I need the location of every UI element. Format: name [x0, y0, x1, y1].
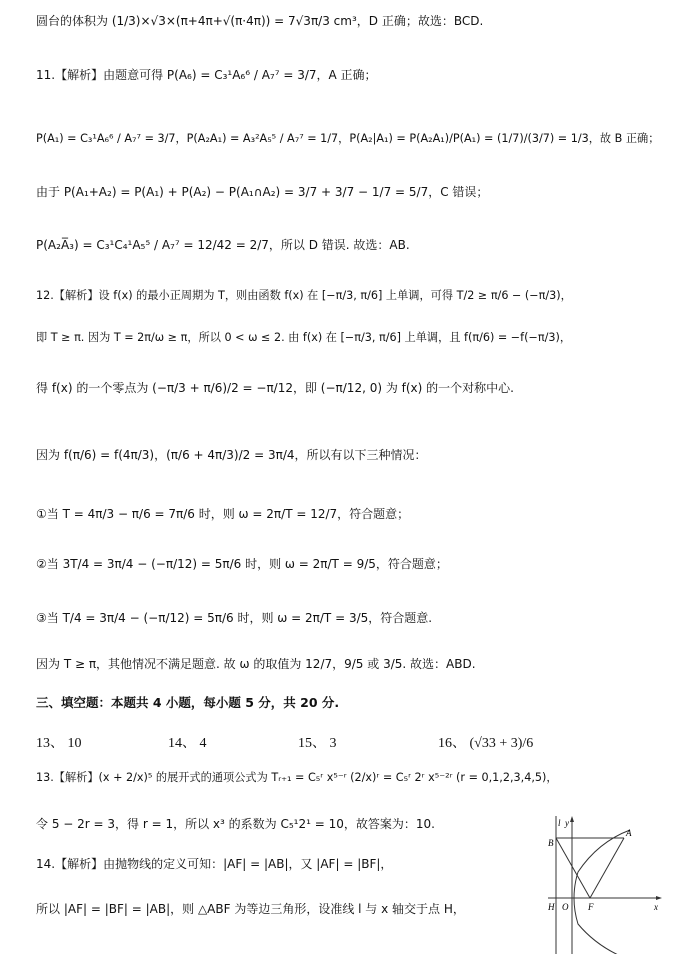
answer-14: 14、 4: [168, 736, 207, 751]
answer-row: [36, 732, 556, 758]
segment-bf: [556, 838, 590, 898]
answer-16: 16、 (√33 + 3)/6: [438, 736, 534, 751]
label-f: F: [588, 902, 594, 912]
parabola-figure: [548, 812, 668, 954]
line-8: 得 f(x) 的一个零点为 (−π/3 + π/6)/2 = −π/12，即 (−π/12, 0) 为 f(x) 的一个对称中心.: [36, 381, 514, 395]
line-10: ①当 T = 4π/3 − π/6 = 7π/6 时，则 ω = 2π/T = 12/7，符合题意；: [36, 507, 410, 521]
line-9: 因为 f(π/6) = f(4π/3)，(π/6 + 4π/3)/2 = 3π/4，所以有以下三种情况：: [36, 448, 427, 462]
label-l: l: [558, 818, 561, 828]
line-4: 由于 P(A₁+A₂) = P(A₁) + P(A₂) − P(A₁∩A₂) = 3/7 + 3/7 − 1/7 = 5/7，C 错误；: [36, 185, 489, 199]
label-b: B: [548, 838, 554, 848]
label-x: x: [654, 902, 658, 912]
line-16: 令 5 − 2r = 3，得 r = 1，所以 x³ 的系数为 C₅¹2¹ = 10，故答案为：10.: [36, 817, 435, 831]
parabola-curve: [574, 830, 630, 954]
line-5: P(A₂A̅₃) = C₃¹C₄¹A₅⁵ / A₇⁷ = 12/42 = 2/7，所以 D 错误. 故选：AB.: [36, 238, 410, 252]
line-17: 14.【解析】由抛物线的定义可知：|AF| = |AB|，又 |AF| = |BF|，: [36, 857, 393, 871]
section-heading: 三、填空题：本题共 4 小题，每小题 5 分，共 20 分.: [36, 695, 340, 710]
line-18: 所以 |AF| = |BF| = |AB|，则 △ABF 为等边三角形，设准线 l 与 x 轴交于点 H，: [36, 902, 465, 916]
label-y: y: [565, 818, 569, 828]
answer-13: 13、 10: [36, 736, 82, 751]
label-o: O: [562, 902, 569, 912]
line-2: 11.【解析】由题意可得 P(A₆) = C₃¹A₆⁶ / A₇⁷ = 3/7，A 正确；: [36, 68, 377, 82]
line-6: 12.【解析】设 f(x) 的最小正周期为 T，则由函数 f(x) 在 [−π/3, π/6] 上单调，可得 T/2 ≥ π/6 − (−π/3)，: [36, 289, 572, 302]
y-axis-arrow: [570, 816, 574, 822]
line-13: 因为 T ≥ π，其他情况不满足题意. 故 ω 的取值为 12/7，9/5 或 3/5. 故选：ABD.: [36, 657, 476, 671]
segment-af: [590, 838, 624, 898]
line-12: ③当 T/4 = 3π/4 − (−π/12) = 5π/6 时，则 ω = 2π/T = 3/5，符合题意.: [36, 611, 433, 625]
line-7: 即 T ≥ π. 因为 T = 2π/ω ≥ π，所以 0 < ω ≤ 2. 由 f(x) 在 [−π/3, π/6] 上单调，且 f(π/6) = −f(−π/3)，: [36, 331, 572, 344]
answer-15: 15、 3: [298, 736, 337, 751]
line-11: ②当 3T/4 = 3π/4 − (−π/12) = 5π/6 时，则 ω = 2π/T = 9/5，符合题意；: [36, 557, 448, 571]
line-3: P(A₁) = C₃¹A₆⁶ / A₇⁷ = 3/7，P(A₂A₁) = A₃²A₅⁵ / A₇⁷ = 1/7，P(A₂|A₁) = P(A₂A₁)/P(A₁) = (1/7)/(3/7) = 1/3，故 B 正确；: [36, 132, 660, 145]
line-15: 13.【解析】(x + 2/x)⁵ 的展开式的通项公式为 Tᵣ₊₁ = C₅ʳ x⁵⁻ʳ (2/x)ʳ = C₅ʳ 2ʳ x⁵⁻²ʳ (r = 0,1,2,3,4,5)，: [36, 771, 558, 784]
x-axis-arrow: [656, 896, 662, 900]
line-1: 圆台的体积为 (1/3)×√3×(π+4π+√(π·4π)) = 7√3π/3 cm³，D 正确；故选：BCD.: [36, 14, 484, 28]
label-h: H: [548, 902, 555, 912]
label-a: A: [626, 828, 632, 838]
